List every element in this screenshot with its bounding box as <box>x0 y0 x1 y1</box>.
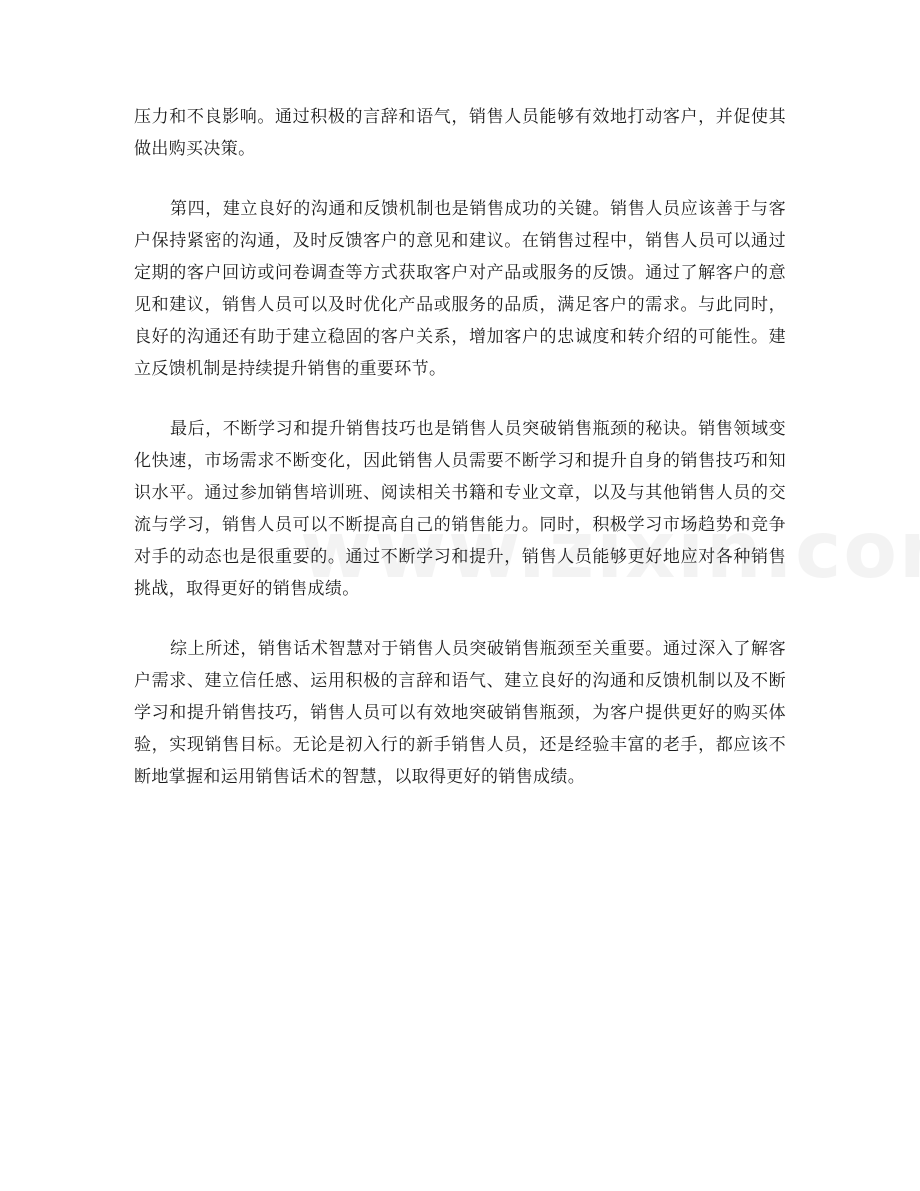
paragraph-continuous-learning: 最后，不断学习和提升销售技巧也是销售人员突破销售瓶颈的秘诀。销售领域变化快速，市场需求不断变化，因此销售人员需要不断学习和提升自身的销售技巧和知识水平。通过参加销售培训班、阅读相关书籍和专业文章，以及与其他销售人员的交流与学习，销售人员可以不断提高自己的销售能力。同时，积极学习市场趋势和竞争对手的动态也是很重要的。通过不断学习和提升，销售人员能够更好地应对各种销售挑战，取得更好的销售成绩。 <box>134 419 786 599</box>
paragraph-conclusion: 综上所述，销售话术智慧对于销售人员突破销售瓶颈至关重要。通过深入了解客户需求、建立信任感、运用积极的言辞和语气、建立良好的沟通和反馈机制以及不断学习和提升销售技巧，销售人员可以有效地突破销售瓶颈，为客户提供更好的购买体验，实现销售目标。无论是初入行的新手销售人员，还是经验丰富的老手，都应该不断地掌握和运用销售话术的智慧，以取得更好的销售成绩。 <box>134 639 786 787</box>
document-body <box>134 101 786 821</box>
paragraph-communication-feedback: 第四，建立良好的沟通和反馈机制也是销售成功的关键。销售人员应该善于与客户保持紧密的沟通，及时反馈客户的意见和建议。在销售过程中，销售人员可以通过定期的客户回访或问卷调查等方式获取客户对产品或服务的反馈。通过了解客户的意见和建议，销售人员可以及时优化产品或服务的品质，满足客户的需求。与此同时，良好的沟通还有助于建立稳固的客户关系，增加客户的忠诚度和转介绍的可能性。建立反馈机制是持续提升销售的重要环节。 <box>134 199 786 379</box>
paragraph-continuation: 压力和不良影响。通过积极的言辞和语气，销售人员能够有效地打动客户，并促使其做出购买决策。 <box>134 107 786 159</box>
